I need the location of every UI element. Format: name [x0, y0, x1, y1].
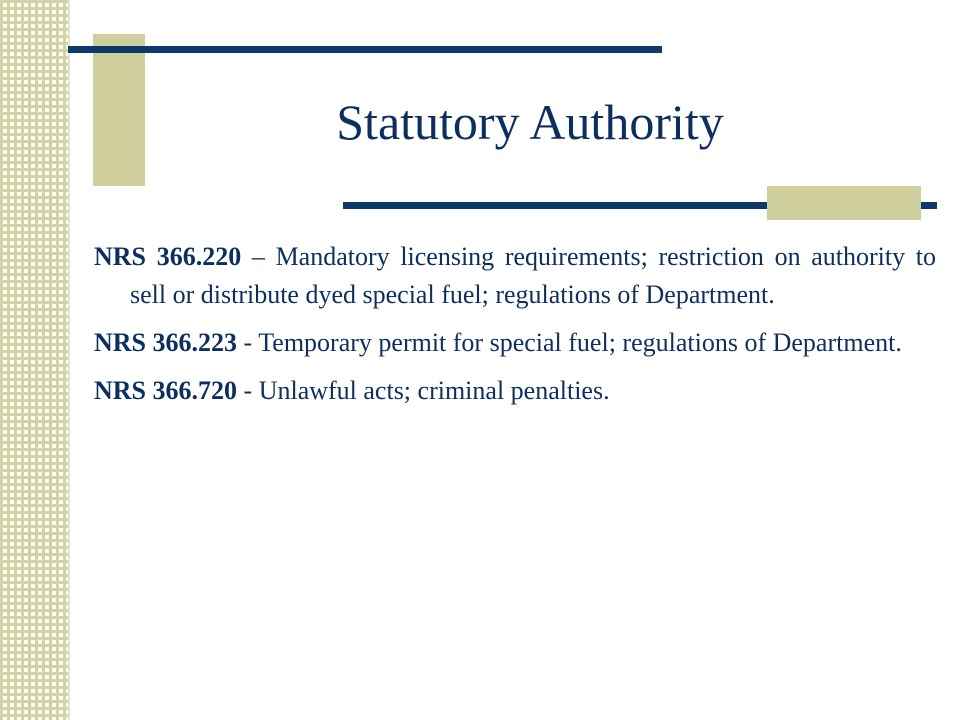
statute-item	[94, 238, 936, 314]
slide-body	[94, 238, 936, 420]
decorative-tan-block-right	[767, 186, 921, 220]
statute-separator: -	[237, 328, 259, 357]
decorative-tan-block-left	[93, 34, 145, 186]
slide-title: Statutory Authority	[336, 94, 724, 150]
statute-description: Unlawful acts; criminal penalties.	[258, 376, 610, 405]
statute-separator: -	[237, 376, 259, 405]
statute-item	[94, 324, 936, 362]
statute-code: NRS 366.720	[94, 376, 238, 405]
statute-description: Mandatory licensing requirements; restriction on authority to sell or distribute dyed special fuel; regulations of Department.	[130, 242, 937, 309]
decorative-side-stripe	[0, 0, 70, 720]
statute-code: NRS 366.223	[94, 328, 238, 357]
statute-description: Temporary permit for special fuel; regulations of Department.	[258, 328, 902, 357]
statute-item	[94, 372, 936, 410]
statute-separator: –	[241, 242, 276, 271]
decorative-navy-bar-top	[68, 46, 662, 53]
statute-code: NRS 366.220	[94, 242, 242, 271]
